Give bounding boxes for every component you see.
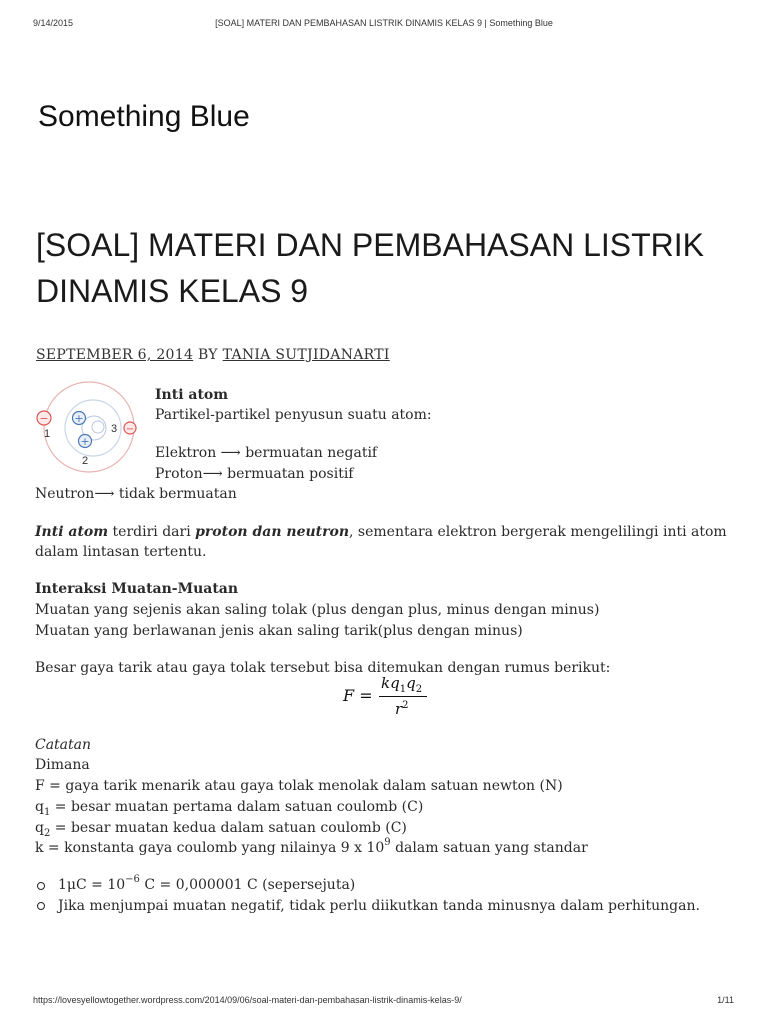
- print-url: https://lovesyellowtogether.wordpress.com/2014/09/06/soal-materi-dan-pembahasan-listrik-dinamis-kelas-9/: [33, 995, 462, 1005]
- post-meta: [36, 347, 390, 363]
- formula-numerator: $kq_1q_2$: [381, 674, 423, 695]
- def-k: k = konstanta gaya coulomb yang nilainya 9 x $10^9$ dalam satuan yang standar: [35, 837, 588, 856]
- post-author-link[interactable]: TANIA SUTJIDANARTI: [222, 347, 390, 363]
- formula-denominator: $r^2$: [395, 700, 409, 718]
- site-title[interactable]: Something Blue: [38, 100, 250, 133]
- proton-line: Proton⟶ bermuatan positif: [155, 466, 354, 482]
- post-title-line2: DINAMIS KELAS 9: [36, 273, 309, 309]
- electron-right: [124, 422, 136, 435]
- svg-text:+: +: [74, 412, 84, 425]
- formula-fraction-bar: [379, 696, 427, 697]
- post-title: [36, 222, 736, 314]
- atom-label-1: 1: [43, 428, 51, 440]
- paragraph-inti-line2: dalam lintasan tertentu.: [35, 544, 207, 560]
- atom-label-2: 2: [81, 455, 89, 467]
- atom-diagram: [33, 381, 133, 473]
- inti-heading: Inti atom: [155, 387, 229, 403]
- post-by: BY: [197, 347, 218, 363]
- formula-lhs: F =: [343, 686, 373, 705]
- bullet-negative-charge: Jika menjumpai muatan negatif, tidak perlu diikutkan tanda minusnya dalam perhitungan.: [58, 898, 700, 914]
- def-f: F = gaya tarik menarik atau gaya tolak menolak dalam satuan newton (N): [35, 778, 563, 794]
- interaksi-sejenis: Muatan yang sejenis akan saling tolak (plus dengan plus, minus dengan minus): [35, 602, 600, 618]
- svg-text:−: −: [125, 424, 135, 435]
- inti-desc: Partikel-partikel penyusun suatu atom:: [155, 407, 432, 423]
- electron-left: [37, 411, 51, 425]
- print-page-number: 1/11: [717, 995, 734, 1005]
- coulomb-formula: [343, 674, 443, 722]
- neutron-particle: [92, 421, 104, 433]
- bullet-marker: [37, 882, 45, 890]
- print-date: 9/14/2015: [33, 18, 74, 28]
- dimana-label: Dimana: [35, 757, 90, 773]
- def-q2: $q_2$ = besar muatan kedua dalam satuan coulomb (C): [35, 820, 407, 839]
- atom-label-3: 3: [110, 423, 118, 435]
- para-inti-term: Inti atom: [35, 524, 109, 540]
- catatan-label: Catatan: [35, 737, 92, 753]
- post-title-line1: [SOAL] MATERI DAN PEMBAHASAN LISTRIK: [36, 227, 704, 263]
- bullet-microcoulomb: $1\mu C = 10^{-6}$ C = 0,000001 C (sepersejuta): [58, 874, 356, 893]
- proton-bottom: [79, 435, 92, 449]
- interaksi-berlawanan: Muatan yang berlawanan jenis akan saling tarik(plus dengan minus): [35, 623, 523, 639]
- proton-top: [73, 412, 86, 426]
- svg-text:+: +: [80, 435, 90, 448]
- paragraph-inti: Inti atom terdiri dari proton dan neutron, sementara elektron bergerak mengelilingi inti atom: [35, 524, 727, 540]
- print-header: [0, 18, 768, 32]
- print-title: [SOAL] MATERI DAN PEMBAHASAN LISTRIK DINAMIS KELAS 9 | Something Blue: [215, 18, 553, 28]
- def-q1: $q_1$ = besar muatan pertama dalam satuan coulomb (C): [35, 799, 424, 818]
- svg-text:−: −: [39, 412, 49, 425]
- para-proton-neutron: proton dan neutron: [195, 524, 350, 540]
- neutron-line: Neutron⟶ tidak bermuatan: [35, 486, 237, 502]
- bullet-marker: [37, 902, 45, 910]
- post-date-link[interactable]: SEPTEMBER 6, 2014: [36, 347, 194, 363]
- elektron-line: Elektron ⟶ bermuatan negatif: [155, 445, 378, 461]
- interaksi-heading: Interaksi Muatan-Muatan: [35, 581, 239, 597]
- print-footer: [0, 995, 768, 1009]
- rumus-intro: Besar gaya tarik atau gaya tolak tersebut bisa ditemukan dengan rumus berikut:: [35, 660, 611, 676]
